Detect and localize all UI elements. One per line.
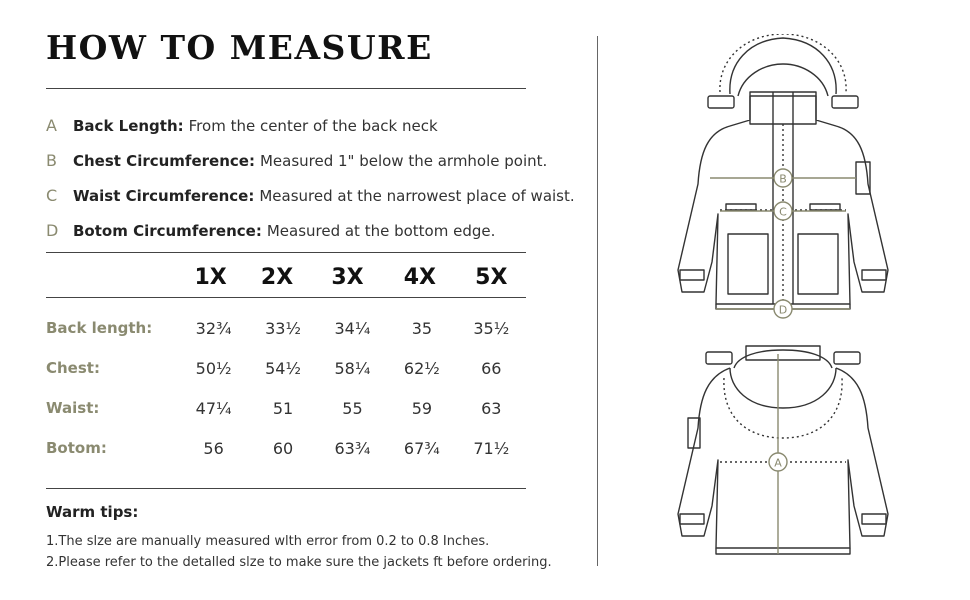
definition-desc: Measured at the bottom edge. [266,221,496,240]
table-cell: 66 [481,358,502,378]
table-cell: 62½ [403,358,440,378]
table-cell: 59 [411,398,433,418]
table-cell: 35½ [473,318,510,338]
jacket-front-diagram [668,34,898,324]
table-cell: 34¼ [334,318,371,338]
marker-label: B [779,172,787,186]
table-cell: 55 [342,398,363,418]
definition-term: Chest Circumference: [73,151,255,170]
page-title: HOW TO MEASURE [46,28,433,67]
marker-c [774,202,792,220]
definition-row [46,143,586,178]
vertical-divider [597,36,598,566]
row-label: Back length: [46,319,153,337]
definition-term: Waist Circumference: [73,186,255,205]
definition-row [46,213,586,248]
marker-b [774,169,792,187]
table-cell: 56 [203,438,224,458]
table-row [46,348,526,388]
definition-letter: D [46,221,59,240]
table-cell: 35 [411,318,433,338]
row-label: Waist: [46,399,100,417]
row-label: Botom: [46,439,107,457]
hood-outline [708,34,858,108]
tip-item: 1.The slze are manually measured wlth error from 0.2 to 0.8 Inches. [46,534,490,549]
marker-label: A [774,456,782,470]
definition-desc: From the center of the back neck [188,116,438,135]
definition-row [46,108,586,143]
table-cell: 51 [272,398,294,418]
size-header: 1X [194,264,227,290]
size-header: 5X [475,264,508,290]
size-header: 4X [403,264,437,290]
hood-outline [706,346,860,438]
table-cell: 58¼ [334,358,371,378]
definition-letter: B [46,151,57,170]
size-chart-table [46,258,526,458]
definition-term: Botom Circumference: [73,221,262,240]
definition-row [46,178,586,213]
table-top-divider [46,252,526,253]
marker-d [774,300,792,318]
measurement-definitions [46,108,586,248]
table-cell: 71½ [473,438,510,458]
warm-tips [46,503,586,573]
table-cell: 54½ [265,358,301,378]
table-row [46,388,526,428]
table-cell: 63¾ [334,438,371,458]
table-cell: 63 [481,398,502,418]
table-cell: 60 [272,438,294,458]
marker-a [769,453,787,471]
tips-title: Warm tips: [46,503,139,521]
table-row [46,428,526,468]
table-cell: 50½ [195,358,232,378]
definition-desc: Measured 1" below the armhole point. [259,151,548,170]
jacket-body-outline [678,92,888,309]
table-cell: 47¼ [195,398,232,418]
definition-letter: C [46,186,58,205]
marker-label: D [778,303,788,317]
table-cell: 32¾ [195,318,232,338]
definition-desc: Measured at the narrowest place of waist. [259,186,575,205]
size-header: 3X [331,264,364,290]
definition-letter: A [46,116,57,135]
tip-item: 2.Please refer to the detalled slze to make sure the jackets ft before ordering. [46,555,552,570]
table-row [46,308,526,348]
tips-divider [46,488,526,489]
marker-label: C [779,205,787,219]
size-header-row [46,258,526,296]
jacket-back-diagram [668,338,898,578]
title-divider [46,88,526,89]
table-cell: 67¾ [403,438,440,458]
table-cell: 33½ [265,318,301,338]
definition-term: Back Length: [73,116,184,135]
size-header: 2X [260,264,294,290]
row-label: Chest: [46,359,100,377]
